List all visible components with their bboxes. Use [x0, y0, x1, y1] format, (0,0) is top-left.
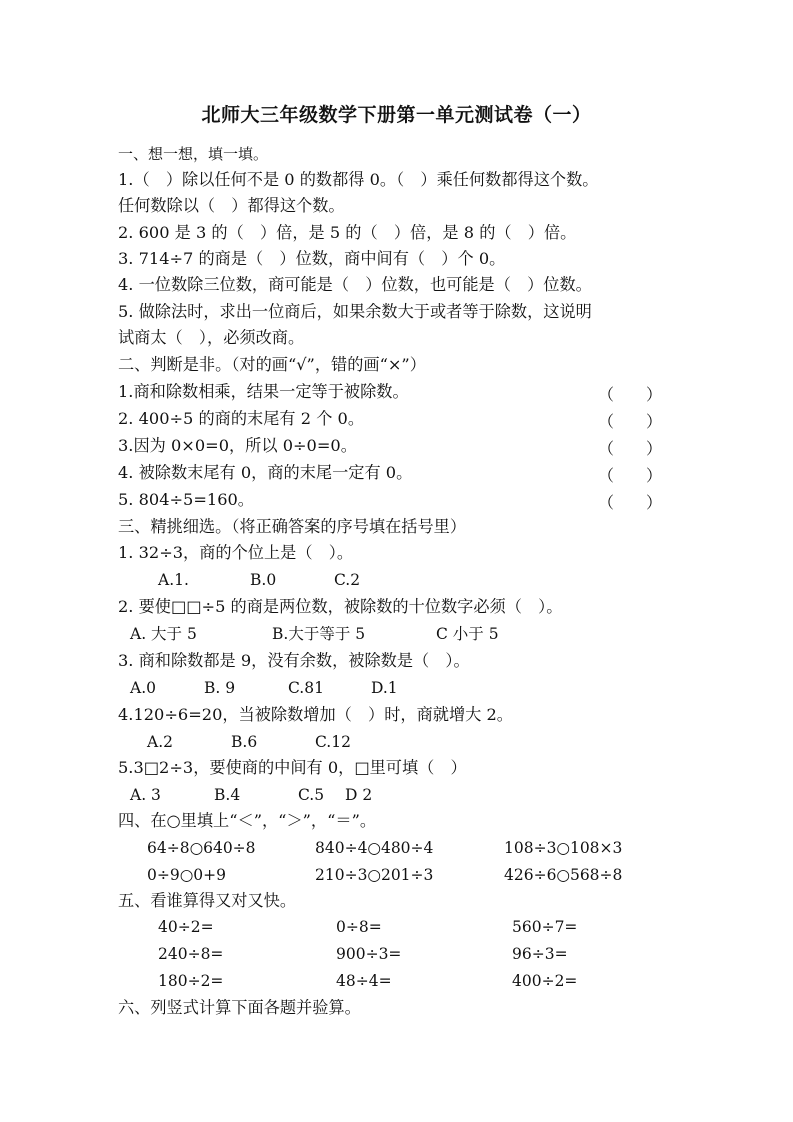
section-4-heading: 四、在○里填上“＜”，“＞”，“＝”。 — [118, 811, 377, 830]
choice-question-5: 5.3□2÷3，要使商的中间有 0，□里可填（ ） — [118, 758, 467, 777]
judge-answer-paren-1: （ ） — [598, 385, 663, 404]
calc-item-4: 240÷8= — [158, 945, 224, 963]
judge-item-2: 2. 400÷5 的商的末尾有 2 个 0。 — [118, 409, 365, 428]
calc-item-9: 400÷2= — [512, 972, 578, 990]
choice-3-option-d: D.1 — [371, 679, 398, 697]
choice-4-option-c: C.12 — [315, 733, 351, 751]
compare-item-4: 0÷9○0+9 — [147, 866, 226, 884]
question-1-5-line-1: 5. 做除法时，求出一位商后，如果余数大于或者等于除数，这说明 — [118, 302, 592, 321]
section-2-heading: 二、判断是非。（对的画“√”，错的画“×”） — [118, 355, 426, 374]
choice-1-option-a: A.1. — [158, 571, 189, 589]
choice-4-option-b: B.6 — [231, 733, 258, 751]
judge-item-5: 5. 804÷5=160。 — [118, 490, 254, 509]
choice-3-option-b: B. 9 — [204, 679, 236, 697]
choice-5-option-b: B.4 — [214, 786, 241, 804]
judge-answer-paren-5: （ ） — [598, 493, 663, 512]
calc-item-6: 96÷3= — [512, 945, 568, 963]
section-1-heading: 一、想一想，填一填。 — [118, 145, 269, 163]
choice-4-option-a: A.2 — [147, 733, 173, 751]
judge-answer-paren-2: （ ） — [598, 412, 663, 431]
choice-2-option-c: C 小于 5 — [436, 625, 499, 643]
judge-item-1: 1.商和除数相乘，结果一定等于被除数。 — [118, 382, 409, 401]
calc-item-8: 48÷4= — [336, 972, 392, 990]
choice-1-option-c: C.2 — [334, 571, 361, 589]
choice-1-option-b: B.0 — [250, 571, 277, 589]
judge-item-4: 4. 被除数末尾有 0，商的末尾一定有 0。 — [118, 463, 413, 482]
compare-item-1: 64÷8○640÷8 — [147, 839, 256, 857]
compare-item-2: 840÷4○480÷4 — [315, 839, 434, 857]
compare-item-6: 426÷6○568÷8 — [504, 866, 623, 884]
judge-item-3: 3.因为 0×0=0，所以 0÷0=0。 — [118, 436, 357, 455]
page-title: 北师大三年级数学下册第一单元测试卷（一） — [201, 104, 592, 126]
choice-question-2: 2. 要使□□÷5 的商是两位数，被除数的十位数字必须（ ）。 — [118, 597, 563, 616]
question-1-4: 4. 一位数除三位数，商可能是（ ）位数，也可能是（ ）位数。 — [118, 275, 592, 294]
choice-question-1: 1. 32÷3，商的个位上是（ ）。 — [118, 543, 354, 562]
section-3-heading: 三、精挑细选。（将正确答案的序号填在括号里） — [118, 517, 467, 536]
choice-3-option-c: C.81 — [288, 679, 324, 697]
judge-answer-paren-3: （ ） — [598, 439, 663, 458]
compare-item-3: 108÷3○108×3 — [504, 839, 623, 857]
choice-5-option-c: C.5 — [298, 786, 325, 804]
choice-2-option-a: A. 大于 5 — [130, 625, 197, 643]
compare-item-5: 210÷3○201÷3 — [315, 866, 434, 884]
calc-item-3: 560÷7= — [512, 918, 578, 936]
calc-item-7: 180÷2= — [158, 972, 224, 990]
choice-question-3: 3. 商和除数都是 9，没有余数，被除数是（ ）。 — [118, 651, 470, 670]
choice-5-option-a: A. 3 — [130, 786, 161, 804]
question-1-1-line-1: 1.（ ）除以任何不是 0 的数都得 0。（ ）乘任何数都得这个数。 — [118, 170, 599, 189]
choice-question-4: 4.120÷6=20，当被除数增加（ ）时，商就增大 2。 — [118, 705, 513, 724]
calc-item-5: 900÷3= — [336, 945, 402, 963]
choice-2-option-b: B.大于等于 5 — [272, 625, 366, 643]
question-1-2: 2. 600 是 3 的（ ）倍，是 5 的（ ）倍，是 8 的（ ）倍。 — [118, 223, 577, 242]
calc-item-1: 40÷2= — [158, 918, 214, 936]
judge-answer-paren-4: （ ） — [598, 466, 663, 485]
question-1-5-line-2: 试商太（ ），必须改商。 — [118, 328, 305, 347]
question-1-3: 3. 714÷7 的商是（ ）位数，商中间有（ ）个 0。 — [118, 249, 506, 268]
choice-3-option-a: A.0 — [130, 679, 156, 697]
question-1-1-line-2: 任何数除以（ ）都得这个数。 — [118, 196, 345, 215]
section-5-heading: 五、看谁算得又对又快。 — [118, 891, 297, 910]
section-6-heading: 六、列竖式计算下面各题并验算。 — [118, 998, 361, 1017]
calc-item-2: 0÷8= — [336, 918, 382, 936]
choice-5-option-d: D 2 — [345, 786, 373, 804]
